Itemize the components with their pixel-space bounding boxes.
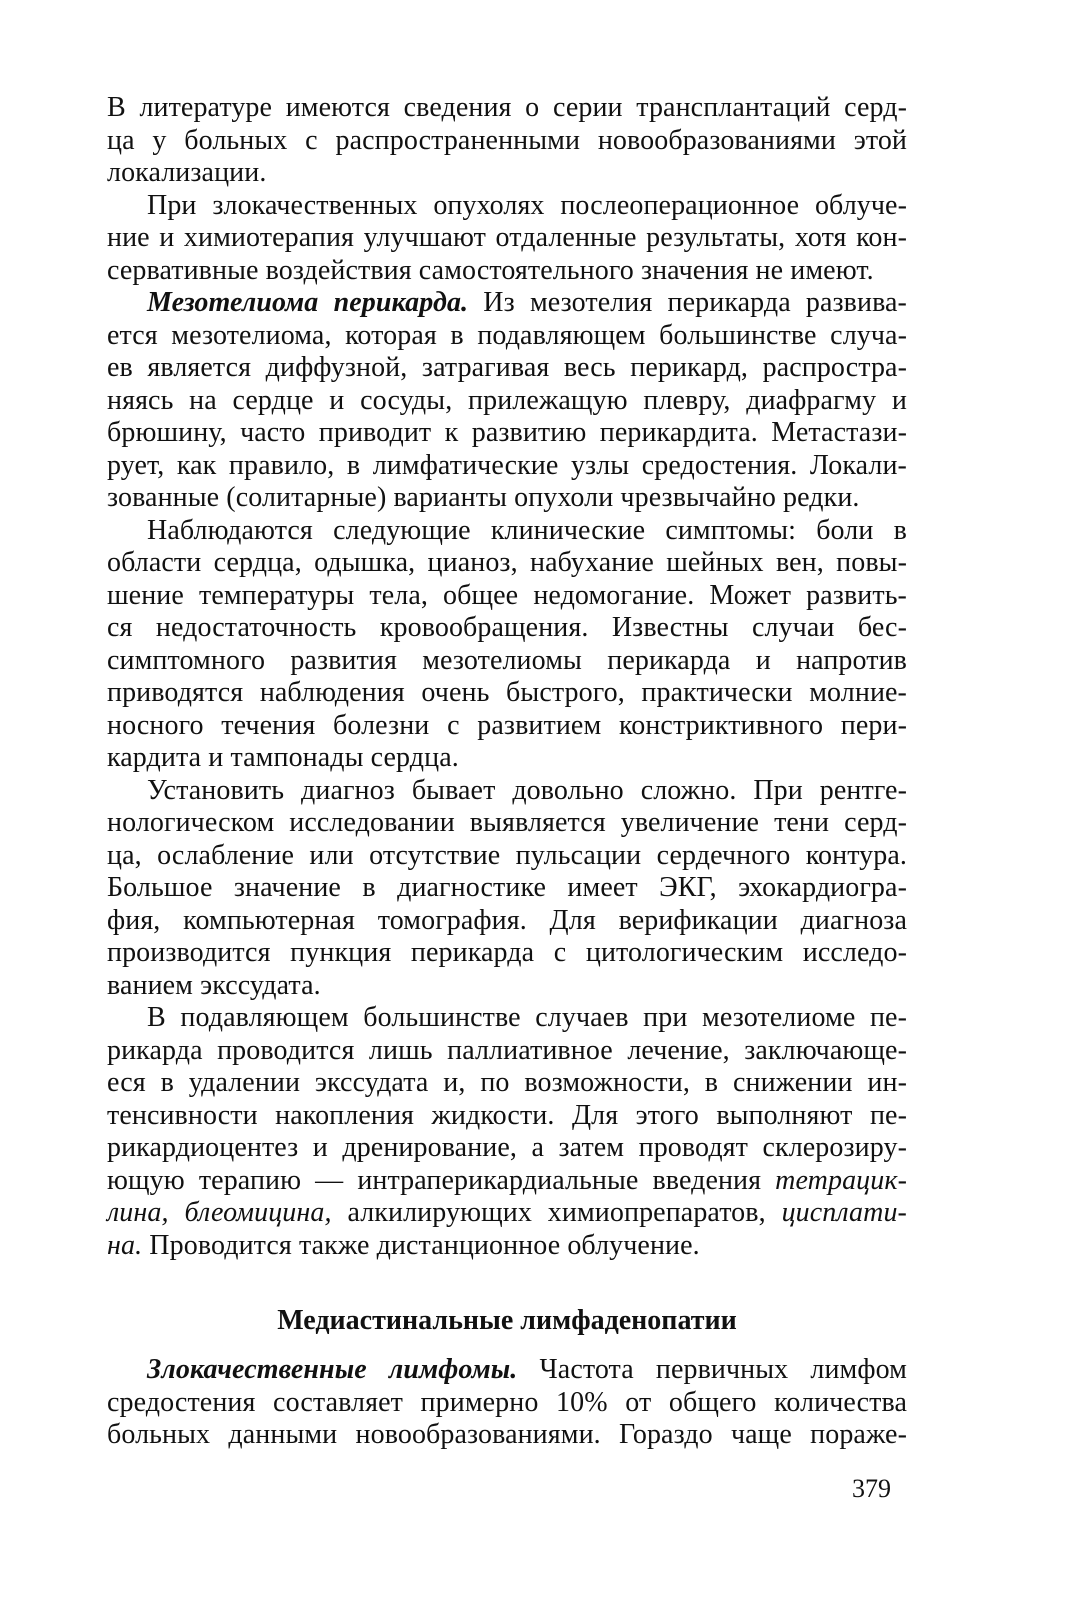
text-line: носного течения болезни с развитием констриктивного пери-	[107, 709, 907, 741]
text-line: приводятся наблюдения очень быстрого, практически молние-	[107, 677, 907, 708]
text-line: брюшину, часто приводит к развитию перикардита. Метастази-	[107, 417, 907, 448]
section-lead-lymphoma: Злокачественные лимфомы.	[147, 1354, 518, 1385]
text-line: ние и химиотерапия улучшают отдаленные результаты, хотя кон-	[107, 222, 907, 253]
paragraph-diagnosis	[107, 775, 907, 1003]
text-line: ца у больных с распространенными новообразованиями этой	[107, 124, 907, 156]
text-line: Наблюдаются следующие клинические симптомы: боли в	[147, 514, 907, 546]
text-line: В подавляющем большинстве случаев при мезотелиоме пе-	[147, 1002, 907, 1033]
text-run: Из мезотелия перикарда развива-	[468, 287, 907, 318]
text-line	[107, 1197, 907, 1230]
text-line: еся в удалении экссудата и, по возможности, в снижении ин-	[107, 1067, 907, 1098]
text-line: сервативные воздействия самостоятельного значения не имеют.	[107, 254, 874, 286]
text-line: В литературе имеются сведения о серии трансплантаций серд-	[107, 92, 907, 123]
text-line: Установить диагноз бывает довольно сложно. При рентге-	[147, 774, 907, 806]
text-line: больных данными новообразованиями. Гораздо чаще пораже-	[107, 1419, 907, 1450]
page-number: 379	[852, 1474, 891, 1503]
text-run: Частота первичных лимфом	[517, 1354, 907, 1385]
text-line	[107, 1354, 907, 1387]
drug-name: тетрацик-	[775, 1164, 907, 1196]
text-line	[107, 1165, 907, 1198]
text-line: При злокачественных опухолях послеоперационное облуче-	[147, 189, 907, 221]
paragraph-malignant-treatment	[107, 190, 907, 288]
text-line: производится пункция перикарда с цитологическим исследо-	[107, 937, 907, 968]
text-line: рует, как правило, в лимфатические узлы средостения. Локали-	[107, 449, 907, 481]
text-line: средостения составляет примерно 10% от общего количества	[107, 1386, 907, 1418]
text-run: ющую терапию — интраперикардиальные введения	[107, 1164, 776, 1196]
text-line: тенсивности накопления жидкости. Для этого выполняют пе-	[107, 1099, 907, 1131]
text-line: ся недостаточность кровообращения. Известны случаи бес-	[107, 612, 907, 643]
page-body	[107, 92, 907, 1452]
text-line: локализации.	[107, 157, 267, 188]
text-line	[107, 1230, 907, 1263]
text-line: кардита и тампонады сердца.	[107, 742, 459, 773]
section-lead-mesothelioma: Мезотелиома перикарда.	[147, 287, 469, 318]
section-heading: Медиастинальные лимфаденопатии	[277, 1305, 737, 1336]
text-line: рикарда проводится лишь паллиативное лечение, заключающе-	[107, 1034, 907, 1066]
text-line: ев является диффузной, затрагивая весь перикард, распростра-	[107, 352, 907, 383]
text-line: ца, ослабление или отсутствие пульсации сердечного контура.	[107, 839, 907, 871]
drug-name: цисплати-	[781, 1197, 907, 1228]
paragraph-treatment	[107, 1002, 907, 1262]
text-line: нологическом исследовании выявляется увеличение тени серд-	[107, 807, 907, 838]
text-line: зованные (солитарные) варианты опухоли чрезвычайно редки.	[107, 482, 860, 513]
text-line: рикардиоцентез и дренирование, а затем проводят склерозиру-	[107, 1132, 907, 1163]
text-line: области сердца, одышка, цианоз, набухание шейных вен, повы-	[107, 547, 907, 578]
text-line: фия, компьютерная томография. Для верификации диагноза	[107, 904, 907, 936]
drug-name: на.	[107, 1229, 143, 1261]
text-line: симптомного развития мезотелиомы перикарда и напротив	[107, 644, 907, 676]
text-line: шение температуры тела, общее недомогание. Может развить-	[107, 579, 907, 611]
text-run: алкилирующих химиопрепаратов,	[331, 1197, 782, 1228]
paragraph-intro	[107, 92, 907, 190]
paragraph-mesothelioma	[107, 287, 907, 515]
paragraph-symptoms	[107, 515, 907, 775]
drug-name: лина, блеомицина,	[107, 1197, 332, 1228]
text-run: Проводится также дистанционное облучение.	[142, 1229, 700, 1261]
text-line: ется мезотелиома, которая в подавляющем большинстве случа-	[107, 319, 907, 351]
text-line	[107, 287, 907, 320]
text-line: Большое значение в диагностике имеет ЭКГ, эхокардиогра-	[107, 872, 907, 903]
text-line: ванием экссудата.	[107, 969, 321, 1001]
text-line: няясь на сердце и сосуды, прилежащую плевру, диафрагму и	[107, 384, 907, 416]
paragraph-lymphoma	[107, 1354, 907, 1452]
